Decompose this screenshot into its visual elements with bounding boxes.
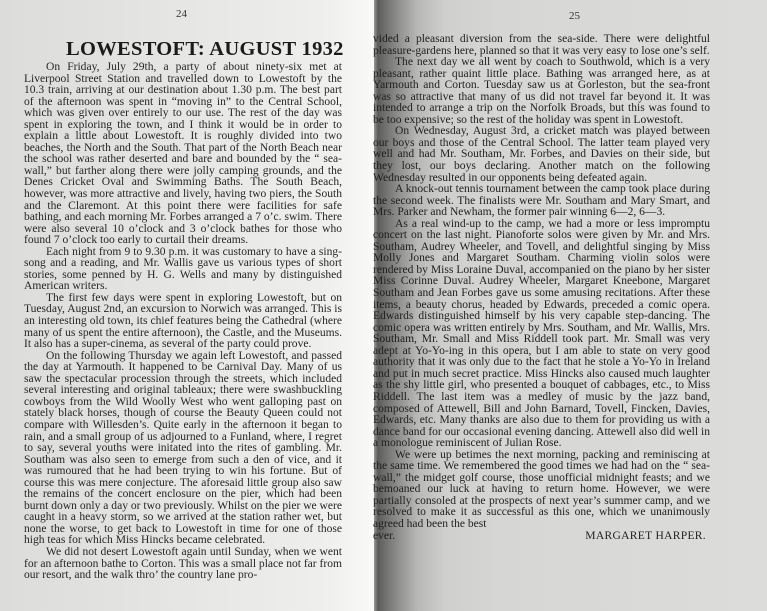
author-signature: MARGARET HARPER.: [585, 529, 706, 542]
continued-paragraph: vided a pleasant diversion from the sea-side. There were delightful pleasure-gardens here, planned so that it was very easy to lose one’s self.: [373, 33, 710, 57]
paragraph: Each night from 9 to 9.30 p.m. it was customary to have a sing-song and a reading, and Mr. Wallis gave us various types of short stories, some penned by H. G. Wells and many by distinguished American writers.: [24, 245, 342, 293]
paragraph: A knock-out tennis tournament between the camp took place during the second week. The finalists were Mr. Southam and Mary Smart, and Mrs. Parker and Newham, the former pair winning 6—2, 6—3.: [373, 183, 710, 219]
article-title: LOWESTOFT: AUGUST 1932: [66, 38, 344, 60]
paragraph: The first few days were spent in exploring Lowestoft, but on Tuesday, August 2nd, an excursion to Norwich was arranged. This is an interesting old town, its chief features being the Cathedral (where many of us spent the entire afternoon), the Castle, and the Museums. It also has a super-cinema, as several of the party could prove.: [24, 291, 342, 351]
left-page: [0, 0, 376, 611]
paragraph: On Wednesday, August 3rd, a cricket match was played between our boys and those of the Central School. The latter team played very well and had Mr. Southam, Mr. Forbes, and Davies on their side, but they lost, our boys declaring. Another match on the following Wednesday resulted in our opponents being defeated again.: [373, 125, 710, 184]
paragraph: On Friday, July 29th, a party of about ninety-six met at Liverpool Street Station and travelled down to Lowestoft by the 10.3 train, arriving at our destination about 1.30 p.m. The best part of the afternoon was spent in “moving in” to the Central School, which was given over entirely to our use. The rest of the day was spent in exploring the town, and I think it would be in order to explain a little about Lowestoft. It is roughly divided into two beaches, the North and the South. That part of the North Beach near the school was rather deserted and bare and bounded by the “ sea-wall,” but farther along there were jolly camping grounds, and the Denes Cricket Oval and Swimming Baths. The South Beach, however, was more attractive and lively, having two piers, the South and the Claremont. At this point there were facilities for safe bathing, and each morning Mr. Forbes arranged a 7 o’c. swim. There were also several 10 o’clock and 3 o’clock bathes for those who found 7 o’clock too early to curtail their dreams.: [24, 61, 342, 247]
left-body-text: [24, 62, 342, 582]
closing-line: [373, 531, 710, 543]
right-body-text: [373, 34, 710, 542]
page-number-right: 25: [569, 10, 580, 22]
paragraph: As a real wind-up to the camp, we had a more or less impromptu concert on the last night. Pianoforte solos were given by Mr. and Mrs. Southam, Audrey Wheeler, and Tovell, and delightful singing by Miss Molly Jones and Margaret Southam. Charming violin solos were rendered by Miss Loraine Duval, accompanied on the piano by her sister Miss Corinne Duval. Audrey Wheeler, Margaret Kneebone, Margaret Southam and Jean Forbes gave us some amusing recitations. After these items, a beauty chorus, headed by Edwards, preceded a comic opera. Edwards distinguished himself by his very capable step-dancing. The comic opera was written entirely by Mrs. Southam, and Mr. Wallis, Mrs. Southam, Mr. Small and Miss Riddell took part. Mr. Small was very adept at Yo-Yo-ing in this opera, but I am able to state on very good authority that it was only due to the fact that he stole a Yo-Yo in Ireland and put in much secret practice. Miss Hincks also caused much laughter as the shy little girl, who presented a bouquet of cabbages, etc., to Miss Riddell. The last item was a medley of music by the jazz band, composed of Attewell, Bill and John Barnard, Tovell, Fincken, Davies, Edwards, etc. Many thanks are also due to them for providing us with a dance band for our occasional evening dancing. Attewell also did well in a monologue reminiscent of Julian Rose.: [373, 217, 710, 450]
right-page: [373, 0, 767, 611]
paragraph: We were up betimes the next morning, packing and reminiscing at the same time. We remembered the good times we had had on the “ sea-wall,” the midget golf course, those unofficial midnight feasts; and we bemoaned our luck at having to return home. However, we were partially consoled at the prospects of next year’s summer camp, and we resolved to make it as successful as this one, which we unanimously agreed had been the best: [373, 448, 710, 530]
paragraph: We did not desert Lowestoft again until Sunday, when we went for an afternoon bathe to Corton. This was a small place not far from our resort, and the walk thro’ the country lane pro-: [24, 545, 342, 582]
last-word: ever.: [373, 529, 396, 542]
paragraph: On the following Thursday we again left Lowestoft, and passed the day at Yarmouth. It happened to be Carnival Day. Many of us saw the spectacular procession through the streets, which included several interesting and original tableaux; there were swashbuckling cowboys from the Wild Woolly West who went galloping past on stately black horses, though of course the Beauty Queen could not compare with Willesden’s. Quite early in the afternoon it began to rain, and a small group of us adjourned to a Funland, where, I regret to say, several youths were initated into the rites of gambling. Mr. Southam was also seen to emerge from such a den of vice, and it was rumoured that he had been trying to win his fortune. But of course this was mere conjecture. The aforesaid little group also saw the remains of the concert enclosure on the pier, which had been burnt down only a day or two previously. Whilst on the pier we were caught in a heavy storm, so we arrived at the station rather wet, but none the worse, to get back to Lowestoft in time for one of those high teas for which Miss Hincks became celebrated.: [24, 349, 342, 547]
paragraph: The next day we all went by coach to Southwold, which is a very pleasant, rather quaint little place. Bathing was arranged here, as at Yarmouth and Corton. Tuesday saw us at Gorleston, but the sea-front was so attractive that many of us did not travel far beyond it. It was intended to arrange a trip on the Norfolk Broads, but this was found to be too expensive; so the rest of the holiday was spent in Lowestoft.: [373, 56, 710, 126]
page-number-left: 24: [176, 8, 187, 20]
